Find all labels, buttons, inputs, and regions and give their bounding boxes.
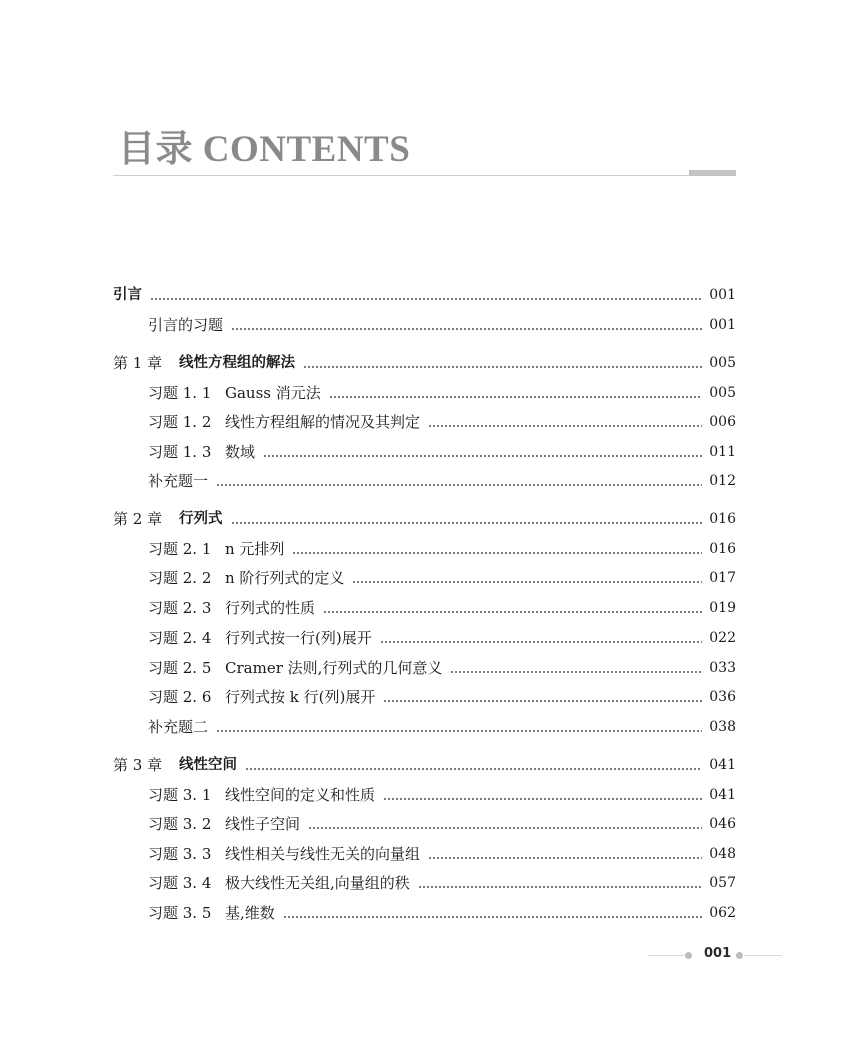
- entry-number: 习题 3. 1: [148, 786, 212, 804]
- entry-page-number: 048: [709, 846, 736, 862]
- title-accent-bar: [689, 170, 736, 176]
- entry-title: 线性相关与线性无关的向量组: [225, 845, 421, 863]
- dot-leader: [352, 581, 702, 583]
- dot-leader: [150, 298, 702, 300]
- dot-leader: [323, 611, 702, 613]
- entry-page-number: 016: [709, 511, 736, 527]
- dot-leader: [303, 366, 702, 368]
- entry-title: Cramer 法则,行列式的几何意义: [225, 659, 443, 677]
- dot-leader: [428, 425, 702, 427]
- toc-chapter-entry[interactable]: [113, 284, 736, 306]
- entry-page-number: 016: [709, 541, 736, 557]
- entry-number: 习题 2. 5: [148, 659, 212, 677]
- entry-number: 习题 2. 4: [148, 629, 212, 647]
- entry-page-number: 012: [709, 473, 736, 489]
- dot-leader: [263, 455, 702, 457]
- toc-section-entry[interactable]: [148, 813, 736, 835]
- entry-title: 补充题二: [148, 718, 209, 736]
- entry-title: Gauss 消元法: [225, 384, 321, 402]
- footer-rule-left: [648, 955, 684, 956]
- entry-title: n 元排列: [225, 540, 285, 558]
- entry-page-number: 046: [709, 816, 736, 832]
- entry-page-number: 033: [709, 660, 736, 676]
- dot-leader: [216, 484, 702, 486]
- dot-leader: [308, 827, 702, 829]
- entry-number: 习题 2. 6: [148, 688, 212, 706]
- toc-chapter-entry[interactable]: [113, 754, 736, 776]
- dot-leader: [380, 641, 702, 643]
- toc-chapter-entry[interactable]: [113, 352, 736, 374]
- entry-page-number: 005: [709, 355, 736, 371]
- entry-page-number: 057: [709, 875, 736, 891]
- toc-section-entry[interactable]: [148, 784, 736, 806]
- entry-number: 习题 2. 3: [148, 599, 212, 617]
- toc-section-entry[interactable]: [148, 716, 736, 738]
- entry-title: n 阶行列式的定义: [225, 569, 345, 587]
- toc-section-entry[interactable]: [148, 314, 736, 336]
- entry-number: 习题 3. 2: [148, 815, 212, 833]
- toc-section-entry[interactable]: [148, 686, 736, 708]
- entry-title: 行列式: [179, 511, 223, 527]
- dot-leader: [292, 552, 702, 554]
- toc-section-entry[interactable]: [148, 538, 736, 560]
- toc-section-entry[interactable]: [148, 411, 736, 433]
- entry-number: 习题 2. 2: [148, 569, 212, 587]
- toc-section-entry[interactable]: [148, 627, 736, 649]
- toc-section-entry[interactable]: [148, 382, 736, 404]
- dot-leader: [418, 886, 702, 888]
- entry-title: 线性方程组的解法: [179, 355, 295, 371]
- entry-title: 补充题一: [148, 472, 209, 490]
- entry-number: 习题 1. 2: [148, 413, 212, 431]
- entry-title: 行列式按 k 行(列)展开: [225, 688, 376, 706]
- entry-title: 行列式的性质: [225, 599, 316, 617]
- footer-rule-right: [744, 955, 782, 956]
- dot-leader: [428, 857, 702, 859]
- entry-number: 习题 3. 4: [148, 874, 212, 892]
- entry-page-number: 006: [709, 414, 736, 430]
- entry-title: 基,维数: [225, 904, 275, 922]
- entry-number: 第 2 章: [113, 510, 163, 528]
- page-title: 目录 CONTENTS: [118, 129, 411, 170]
- entry-title: 行列式按一行(列)展开: [225, 629, 372, 647]
- toc-section-entry[interactable]: [148, 872, 736, 894]
- entry-number: 习题 1. 3: [148, 443, 212, 461]
- entry-title: 引言的习题: [148, 316, 224, 334]
- entry-page-number: 017: [709, 570, 736, 586]
- entry-number: 习题 1. 1: [148, 384, 212, 402]
- entry-title: 引言: [113, 287, 142, 303]
- dot-leader: [216, 730, 702, 732]
- entry-page-number: 038: [709, 719, 736, 735]
- entry-title: 线性子空间: [225, 815, 301, 833]
- entry-page-number: 041: [709, 787, 736, 803]
- dot-leader: [383, 700, 702, 702]
- toc-section-entry[interactable]: [148, 597, 736, 619]
- entry-page-number: 022: [709, 630, 736, 646]
- entry-title: 线性空间: [179, 757, 237, 773]
- footer-dot-right: [736, 952, 743, 959]
- toc-chapter-entry[interactable]: [113, 508, 736, 530]
- entry-page-number: 005: [709, 385, 736, 401]
- entry-title: 线性方程组解的情况及其判定: [225, 413, 421, 431]
- toc-section-entry[interactable]: [148, 657, 736, 679]
- entry-page-number: 001: [709, 317, 736, 333]
- entry-page-number: 036: [709, 689, 736, 705]
- footer-dot-left: [685, 952, 692, 959]
- toc-section-entry[interactable]: [148, 843, 736, 865]
- entry-number: 习题 3. 3: [148, 845, 212, 863]
- entry-number: 习题 2. 1: [148, 540, 212, 558]
- dot-leader: [231, 328, 702, 330]
- entry-page-number: 062: [709, 905, 736, 921]
- dot-leader: [383, 798, 702, 800]
- dot-leader: [245, 768, 702, 770]
- entry-title: 线性空间的定义和性质: [225, 786, 376, 804]
- entry-page-number: 011: [709, 444, 736, 460]
- entry-title: 数域: [225, 443, 256, 461]
- dot-leader: [450, 671, 702, 673]
- toc-section-entry[interactable]: [148, 441, 736, 463]
- entry-page-number: 001: [709, 287, 736, 303]
- dot-leader: [283, 916, 702, 918]
- toc-section-entry[interactable]: [148, 902, 736, 924]
- entry-number: 第 3 章: [113, 756, 163, 774]
- entry-number: 第 1 章: [113, 354, 163, 372]
- title-divider: [113, 175, 736, 176]
- entry-page-number: 041: [709, 757, 736, 773]
- toc-section-entry[interactable]: [148, 470, 736, 492]
- toc-section-entry[interactable]: [148, 567, 736, 589]
- entry-number: 习题 3. 5: [148, 904, 212, 922]
- entry-page-number: 019: [709, 600, 736, 616]
- entry-title: 极大线性无关组,向量组的秩: [225, 874, 410, 892]
- dot-leader: [231, 522, 703, 524]
- page-number: 001: [704, 946, 732, 961]
- dot-leader: [329, 396, 702, 398]
